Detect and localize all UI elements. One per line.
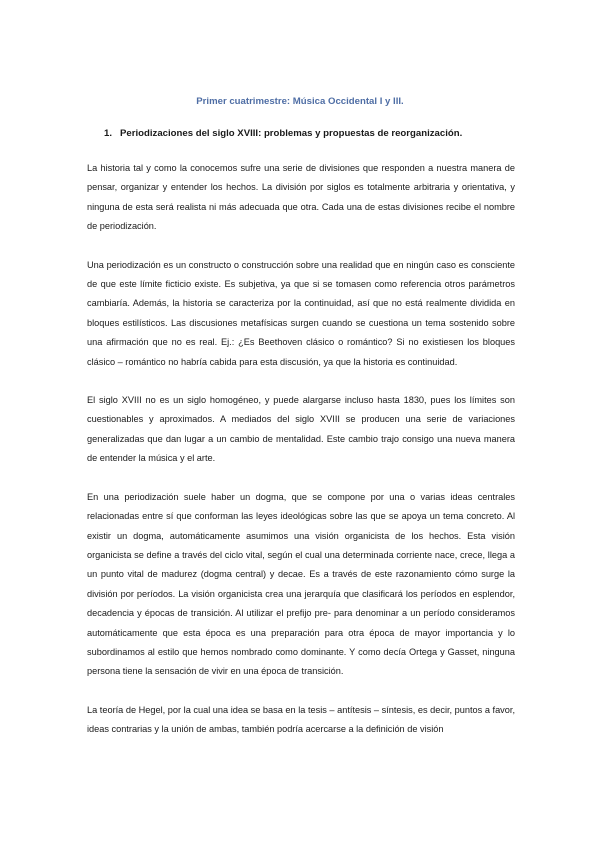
- paragraph-2: Una periodización es un constructo o construcción sobre una realidad que en ningún caso es consciente de que este límite ficticio existe. Es subjetiva, ya que si se tomasen como referencia otros parámetros cambiaría. Además, la historia se caracteriza por la continuidad, así que no está realmente dividida en bloques estilísticos. Las discusiones metafísicas surgen cuando se cuestiona un tema sostenido sobre una afirmación que no es real. Ej.: ¿Es Beethoven clásico o romántico? Si no existiesen los bloques clásico – romántico no habría cabida para esta discusión, ya que la historia es continuidad.: [87, 259, 515, 367]
- paragraph-3: El siglo XVIII no es un siglo homogéneo, y puede alargarse incluso hasta 1830, pues los límites son cuestionables y aproximados. A mediados del siglo XVIII se producen una serie de variaciones generalizadas que dan lugar a un cambio de mentalidad. Este cambio trajo consigo una nueva manera de entender la música y el arte.: [87, 395, 515, 464]
- section-number: 1.: [104, 128, 113, 139]
- section-heading-text: Periodizaciones del siglo XVIII: problemas y propuestas de reorganización.: [120, 128, 463, 139]
- paragraph-1: La historia tal y como la conocemos sufre una serie de divisiones que responden a nuestra manera de pensar, organizar y entender los hechos. La división por siglos es totalmente arbitraria y orientativa, y ninguna de esta será realista ni más adecuada que otra. Cada una de estas divisiones recibe el nombre de periodización.: [87, 163, 515, 232]
- paragraph-4: En una periodización suele haber un dogma, que se compone por una o varias ideas centrales relacionadas entre sí que conforman las leyes ideológicas sobre las que se apoya un tema concreto. Al existir un dogma, automáticamente asumimos una visión organicista de los hechos. Esta visión organicista se define a través del ciclo vital, según el cual una determinada corriente nace, crece, llega a un punto vital de madurez (dogma central) y decae. Es a través de este razonamiento cómo surge la división por períodos. La visión organicista crea una jerarquía que clasificará los períodos en esplendor, decadencia y épocas de transición. Al utilizar el prefijo pre- para denominar a un período consideramos automáticamente que esta época es una preparación para otra época de mayor importancia y lo subordinamos al estilo que hemos nombrado como dominante. Y como decía Ortega y Gasset, ninguna persona tiene la sensación de vivir en una época de transición.: [87, 491, 515, 677]
- section-heading: [104, 128, 462, 139]
- document-body: [87, 159, 515, 759]
- document-title: Primer cuatrimestre: Música Occidental I y III.: [196, 96, 404, 107]
- paragraph-5: La teoría de Hegel, por la cual una idea se basa en la tesis – antítesis – síntesis, es decir, puntos a favor, ideas contrarias y la unión de ambas, también podría acercarse a la definición de visión: [87, 704, 515, 735]
